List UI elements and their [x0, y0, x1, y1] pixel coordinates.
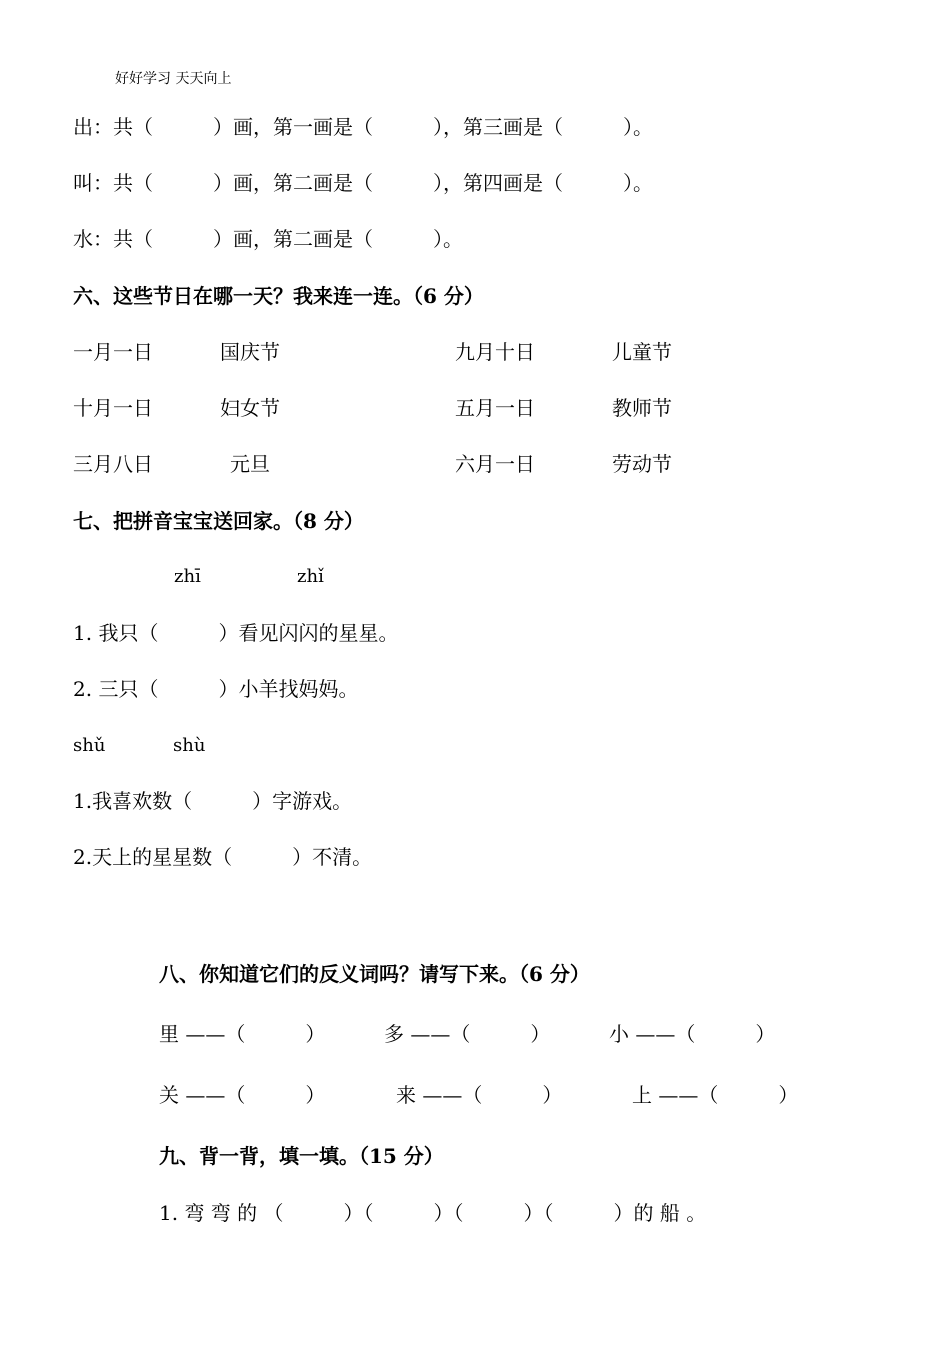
section8-title: 八、你知道它们的反义词吗？请写下来。（6 分）	[159, 962, 590, 986]
pinyin-sentence: 2.天上的星星数（ ）不清。	[73, 845, 373, 869]
festival-left: 国庆节	[220, 340, 280, 364]
festival-right: 劳动节	[612, 452, 672, 476]
stroke-question-chu: 出：共（ ）画，第一画是（ ），第三画是（ ）。	[73, 115, 653, 139]
section6-title: 六、这些节日在哪一天？我来连一连。（6 分）	[73, 284, 484, 308]
stroke-question-shui: 水：共（ ）画，第二画是（ ）。	[73, 227, 463, 251]
antonym-item: 多 ——（ ）	[384, 1022, 551, 1046]
date-left: 一月一日	[73, 340, 153, 364]
date-left: 三月八日	[73, 452, 153, 476]
pinyin-zhi3: zhǐ	[297, 566, 324, 587]
date-right: 五月一日	[455, 396, 535, 420]
antonym-item: 小 ——（ ）	[609, 1022, 776, 1046]
pinyin-sentence: 2. 三只（ ）小羊找妈妈。	[73, 677, 359, 701]
recite-fill-line: 1. 弯 弯 的 （ ）（ ）（ ）（ ）的 船 。	[159, 1201, 707, 1225]
stroke-question-jiao: 叫：共（ ）画，第二画是（ ），第四画是（ ）。	[73, 171, 653, 195]
festival-right: 儿童节	[612, 340, 672, 364]
section9-title: 九、背一背，填一填。（15 分）	[159, 1144, 444, 1168]
pinyin-zhi1: zhī	[174, 566, 201, 587]
pinyin-shu4: shù	[173, 735, 206, 756]
antonym-item: 里 ——（ ）	[159, 1022, 326, 1046]
festival-left: 妇女节	[220, 396, 280, 420]
pinyin-sentence: 1.我喜欢数（ ）字游戏。	[73, 789, 353, 813]
antonym-item: 来 ——（ ）	[396, 1083, 563, 1107]
pinyin-shu3: shǔ	[73, 735, 106, 756]
antonym-item: 关 ——（ ）	[159, 1083, 326, 1107]
page-header: 好好学习 天天向上	[115, 71, 232, 87]
date-left: 十月一日	[73, 396, 153, 420]
date-right: 九月十日	[455, 340, 535, 364]
date-right: 六月一日	[455, 452, 535, 476]
pinyin-sentence: 1. 我只（ ）看见闪闪的星星。	[73, 621, 399, 645]
section7-title: 七、把拼音宝宝送回家。（8 分）	[73, 509, 364, 533]
festival-right: 教师节	[612, 396, 672, 420]
festival-left: 元旦	[230, 452, 270, 476]
antonym-item: 上 ——（ ）	[632, 1083, 799, 1107]
